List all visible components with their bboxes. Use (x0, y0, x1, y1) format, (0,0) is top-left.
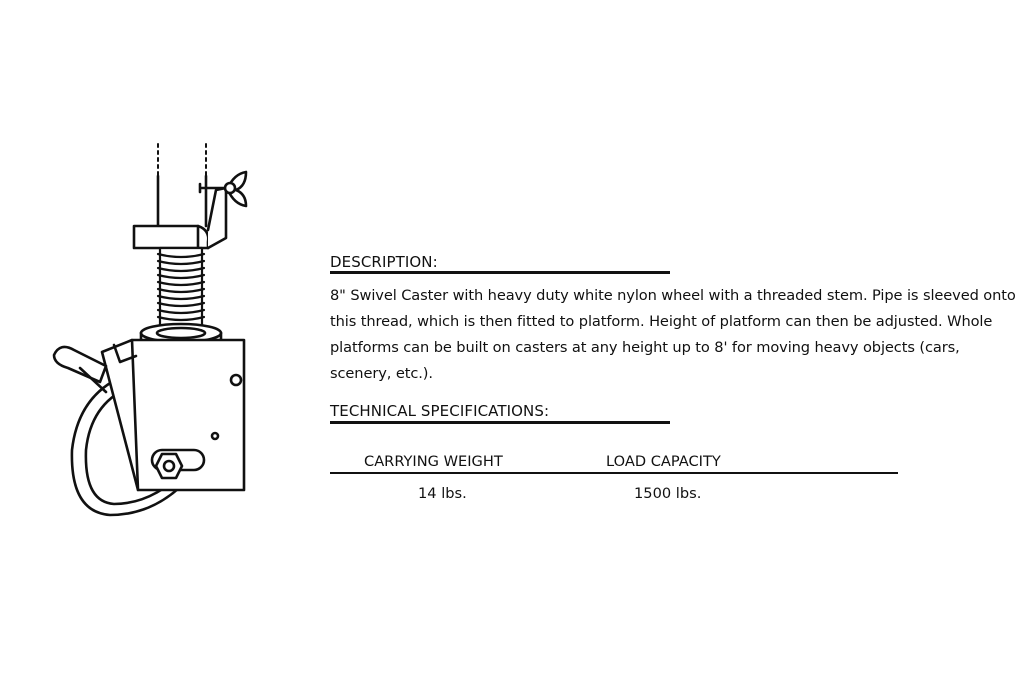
spec-table-divider (330, 472, 898, 474)
spec-value-carrying-weight: 14 lbs. (418, 485, 467, 502)
description-text: 8" Swivel Caster with heavy duty white nylon wheel with a threaded stem. Pipe is sleeved onto this thread, which is then fitted to platform. Height of platform can then be adjusted. Whole platforms can be built on casters at any height up to 8' for moving heavy objects (cars, scenery, etc.). (330, 287, 1016, 382)
description-divider (330, 271, 670, 274)
technical-specifications-divider (330, 421, 670, 424)
description-heading: DESCRIPTION: (330, 253, 438, 271)
spec-column-carrying-weight: CARRYING WEIGHT (364, 453, 503, 470)
spec-value-load-capacity: 1500 lbs. (634, 485, 702, 502)
swivel-caster-illustration (40, 130, 280, 530)
technical-specifications-heading: TECHNICAL SPECIFICATIONS: (330, 402, 550, 420)
spec-column-load-capacity: LOAD CAPACITY (606, 453, 721, 470)
